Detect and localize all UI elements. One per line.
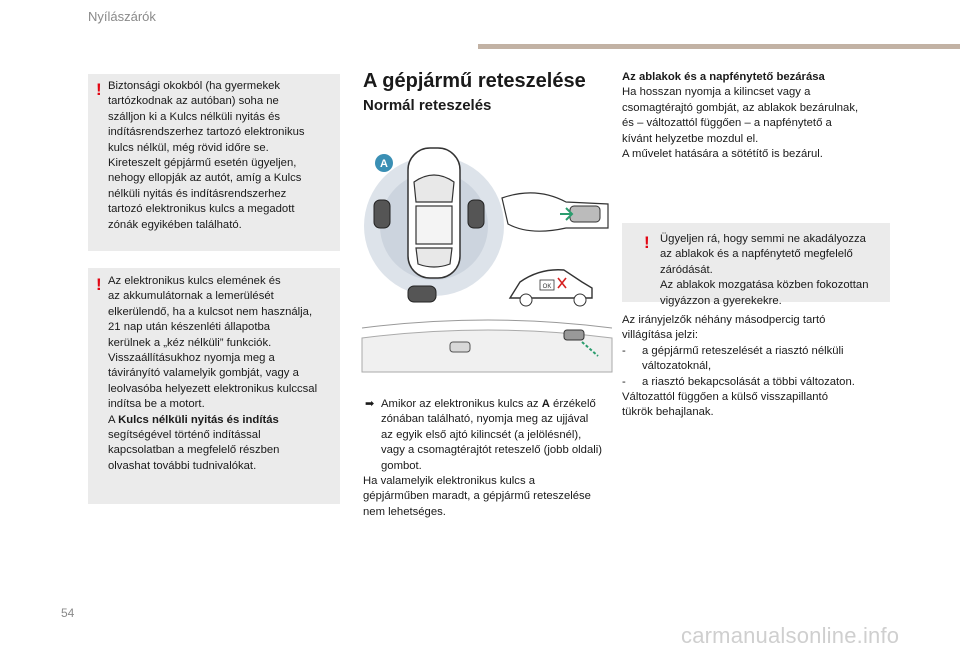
header-rule [478,44,960,49]
hand-on-door-handle-icon [502,193,608,231]
warning-icon: ! [96,275,102,294]
step-item: ➡ Amikor az elektronikus kulcs az A érzékelő zónában található, nyomja meg az ujjával az egyik első ajtó kilincsét (a jelölésnél), vagy a csomagtérajtót reteszelő (jobb oldali) gombot. [365,398,603,472]
battery-warning-text: Az elektronikus kulcs elemének és az akkumulátornak a lemerülését elkerülendő, ha a kulcsot nem használja, 21 nap után készenléti állapotba kerülnek a „kéz nélküli” funkciók. Visszaállításukhoz nyomja meg a távirányító valamelyik gombját, vagy a leolvasóba helyezett elektronikus kulccsal indítsa be a motort. A Kulcs nélküli nyitás és indítás segítségével történő indítással kapcsolatban a megfelelő részben olvashat további tudnivalókat. [108,275,318,472]
arrow-bullet-icon: ➡ [365,398,375,410]
window-closing-section: Az ablakok és a napfénytető bezárása Ha hosszan nyomja a kilincset vagy a csomagtérajtó gombját, az ablakok bezárulnak, és – változattól függően – a napfénytető a kívánt helyzetbe mozdul el. A művelet hatására a sötétítő is bezárul. [622,70,894,162]
locking-illustration [360,142,618,390]
car-side-view-icon [510,270,592,306]
indicator-section: Az irányjelzők néhány másodpercig tartó villágítása jelzi: - a gépjármű reteszelését a riasztó nélküli változatoknál, - a riasztó bekapcsolását a többi változaton. Változattól függően a külső visszapillantó tükrök behajlanak. [622,313,894,421]
section-heading: Az ablakok és a napfénytető bezárása [622,71,825,83]
window-caution-text: Ügyeljen rá, hogy semmi ne akadályozza az ablakok és a napfénytető megfelelő záródását. Az ablakok mozgatása közben fokozottan vigyázzon a gyerekekre. [660,233,869,307]
tailgate-button-icon [362,320,612,372]
list-item: - a riasztó bekapcsolását a többi változaton. [622,375,855,388]
svg-text:A: A [380,158,388,170]
locking-step [363,397,621,520]
security-warning-box [88,74,340,251]
keyless-feature-name: Kulcs nélküli nyitás és indítás [118,413,279,426]
battery-warning-box [88,268,340,504]
watermark-text: carmanualsonline.info [681,623,900,648]
page-title: A gépjármű reteszelése [363,70,586,92]
warning-icon: ! [644,233,650,252]
page-number: 54 [61,606,75,620]
svg-text:OK: OK [542,284,552,290]
section-title: Nyílászárók [88,9,156,24]
security-warning-text: Biztonsági okokból (ha gyermekek tartózkodnak az autóban) soha ne szálljon ki a Kulcs nélküli nyitás és indításrendszerhez tartozó elektronikus kulcs nélkül, még rövid időre se. Kireteszelt gépjármű esetén ügyeljen, nehogy ellopják az autót, amíg a Kulcs nélküli nyitás és indításrendszerhez tartozó elektronikus kulcs a megadott zónák egyikében található. [108,80,305,231]
warning-icon: ! [96,80,102,99]
window-caution-box [622,223,890,307]
list-item: - a gépjármű reteszelését a riasztó nélküli változatoknál, [622,344,844,373]
car-top-view-icon [408,148,460,278]
page-subtitle: Normál reteszelés [363,97,492,114]
note-text: Ha valamelyik elektronikus kulcs a gépjárműben maradt, a gépjármű reteszelése nem lehetséges. [363,475,591,518]
